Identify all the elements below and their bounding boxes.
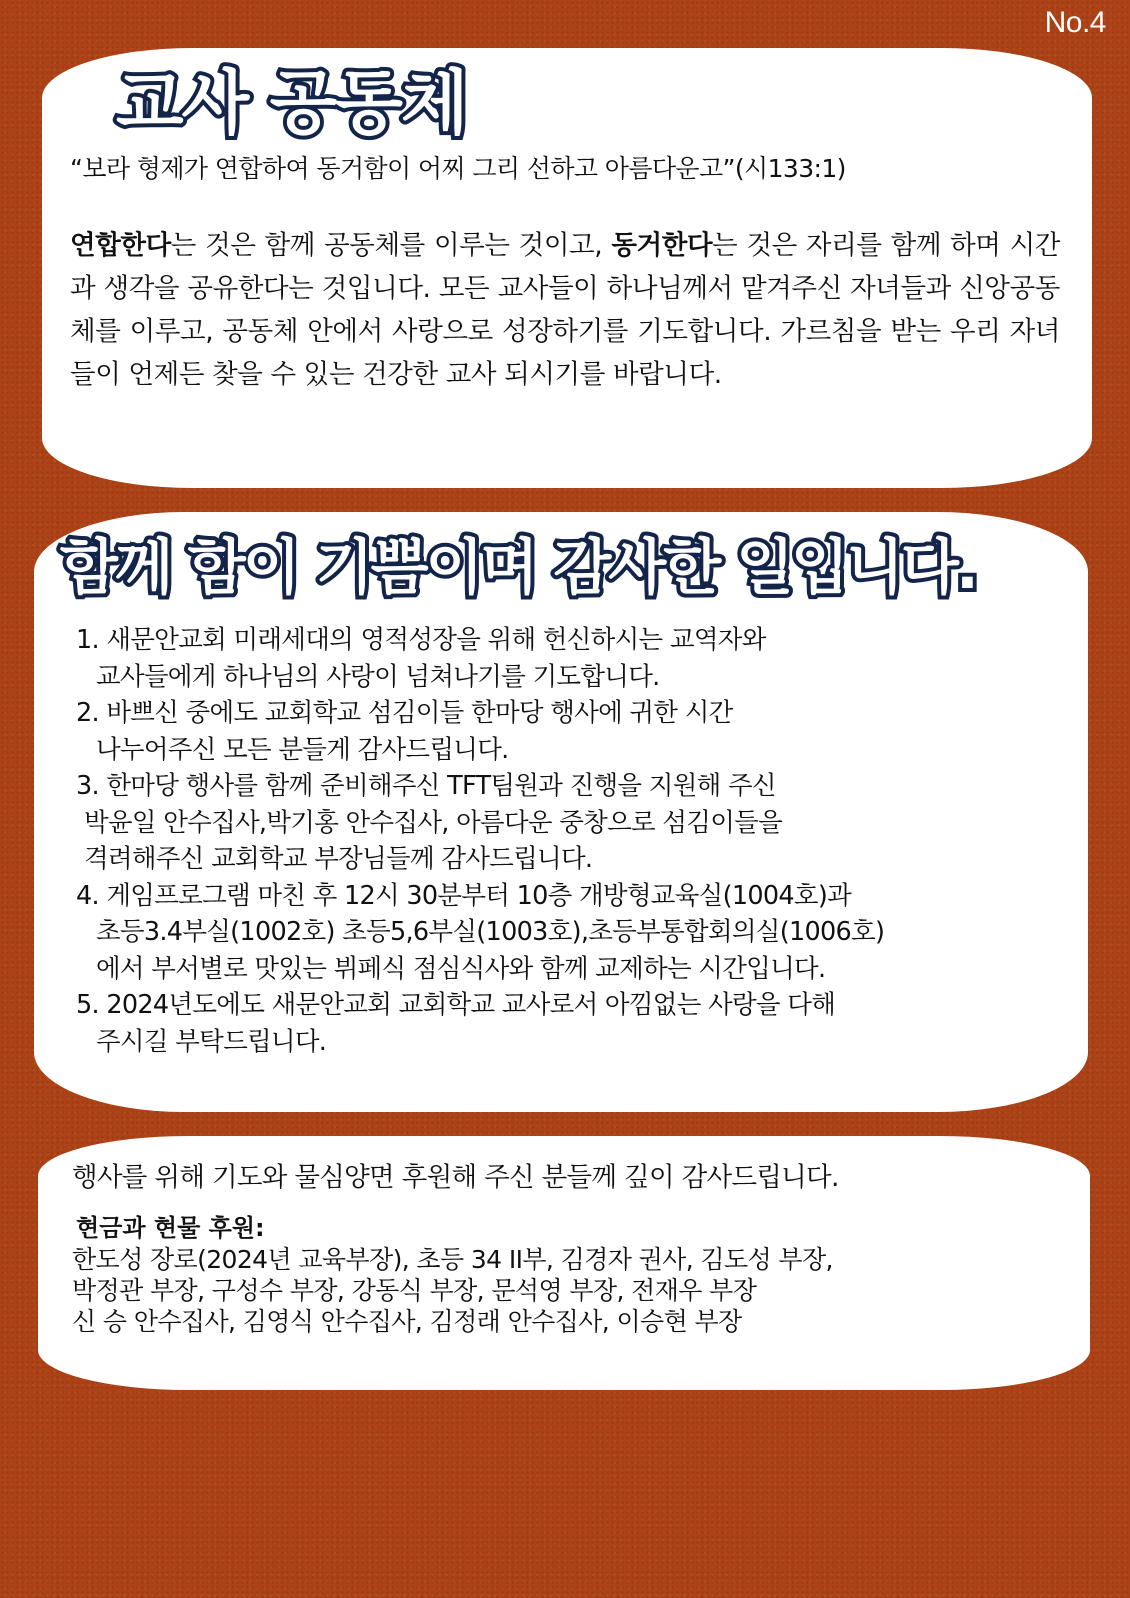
gratitude-card	[34, 512, 1088, 1112]
teacher-community-title: 교사 공동체	[116, 62, 467, 144]
sponsor-line: 한도성 장로(2024년 교육부장), 초등 34 II부, 김경자 권사, 김도성 부장,	[72, 1245, 833, 1274]
body-text-2: 는 것은 자리를 함께 하며 시간과 생각을 공유한다는 것입니다. 모든 교사들이 하나님께서 맡겨주신 자녀들과 신앙공동체를 이루고, 공동체 안에서 사랑으로 성장하기를 기도합니다. 가르침을 받는 우리 자녀들이 언제든 찾을 수 있는 건강한 교사 되시기를 바랍니다.	[70, 230, 1060, 390]
list-item	[60, 878, 1058, 988]
list-item	[60, 768, 1058, 878]
list-item	[60, 987, 1058, 1060]
sponsors-thanks: 행사를 위해 기도와 물심양면 후원해 주신 분들께 깊이 감사드립니다.	[72, 1162, 839, 1193]
list-item-line: 격려해주신 교회학교 부장님들께 감사드립니다.	[84, 844, 593, 874]
list-item-line: 5. 2024년도에도 새문안교회 교회학교 교사로서 아낌없는 사랑을 다해	[76, 990, 836, 1020]
gratitude-list	[60, 622, 1058, 1060]
list-item	[60, 622, 1058, 695]
list-item-line: 3. 한마당 행사를 함께 준비해주신 TFT팀원과 진행을 지원해 주신	[76, 771, 776, 801]
page-number: No.4	[1044, 6, 1106, 39]
teacher-community-body	[70, 224, 1060, 396]
sponsors-card	[38, 1136, 1090, 1390]
list-item-line: 에서 부서별로 맛있는 뷔페식 점심식사와 함께 교제하는 시간입니다.	[96, 953, 826, 984]
bible-verse: “보라 형제가 연합하여 동거함이 어찌 그리 선하고 아름다운고”(시133:1)	[70, 154, 846, 183]
list-item-line: 1. 새문안교회 미래세대의 영적성장을 위해 헌신하시는 교역자와	[76, 625, 766, 655]
list-item-line: 2. 바쁘신 중에도 교회학교 섬김이들 한마당 행사에 귀한 시간	[76, 698, 733, 728]
gratitude-title: 함께 함이 기쁨이며 감사한 일입니다.	[60, 533, 976, 603]
body-text-1: 는 것은 함께 공동체를 이루는 것이고,	[170, 230, 612, 261]
list-item-line: 초등3.4부실(1002호) 초등5,6부실(1003호),초등부통합회의실(1006호)	[96, 917, 885, 947]
body-bold-term-2: 동거한다	[611, 230, 713, 261]
list-item-line: 박윤일 안수집사,박기홍 안수집사, 아름다운 중창으로 섬김이들을	[84, 807, 783, 838]
sponsor-line: 신 승 안수집사, 김영식 안수집사, 김정래 안수집사, 이승현 부장	[72, 1307, 742, 1336]
list-item-line: 나누어주신 모든 분들게 감사드립니다.	[96, 734, 509, 765]
list-item-line: 4. 게임프로그램 마친 후 12시 30분부터 10층 개방형교육실(1004호)과	[76, 880, 852, 911]
body-bold-term-1: 연합한다	[70, 230, 171, 261]
sponsor-line: 박정관 부장, 구성수 부장, 강동식 부장, 문석영 부장, 전재우 부장	[72, 1276, 757, 1305]
sponsors-title: 현금과 현물 후원:	[76, 1214, 265, 1242]
teacher-community-card	[42, 48, 1092, 488]
list-item-line: 주시길 부탁드립니다.	[96, 1026, 327, 1057]
list-item-line: 교사들에게 하나님의 사랑이 넘쳐나기를 기도합니다.	[96, 661, 660, 692]
list-item	[60, 695, 1058, 768]
